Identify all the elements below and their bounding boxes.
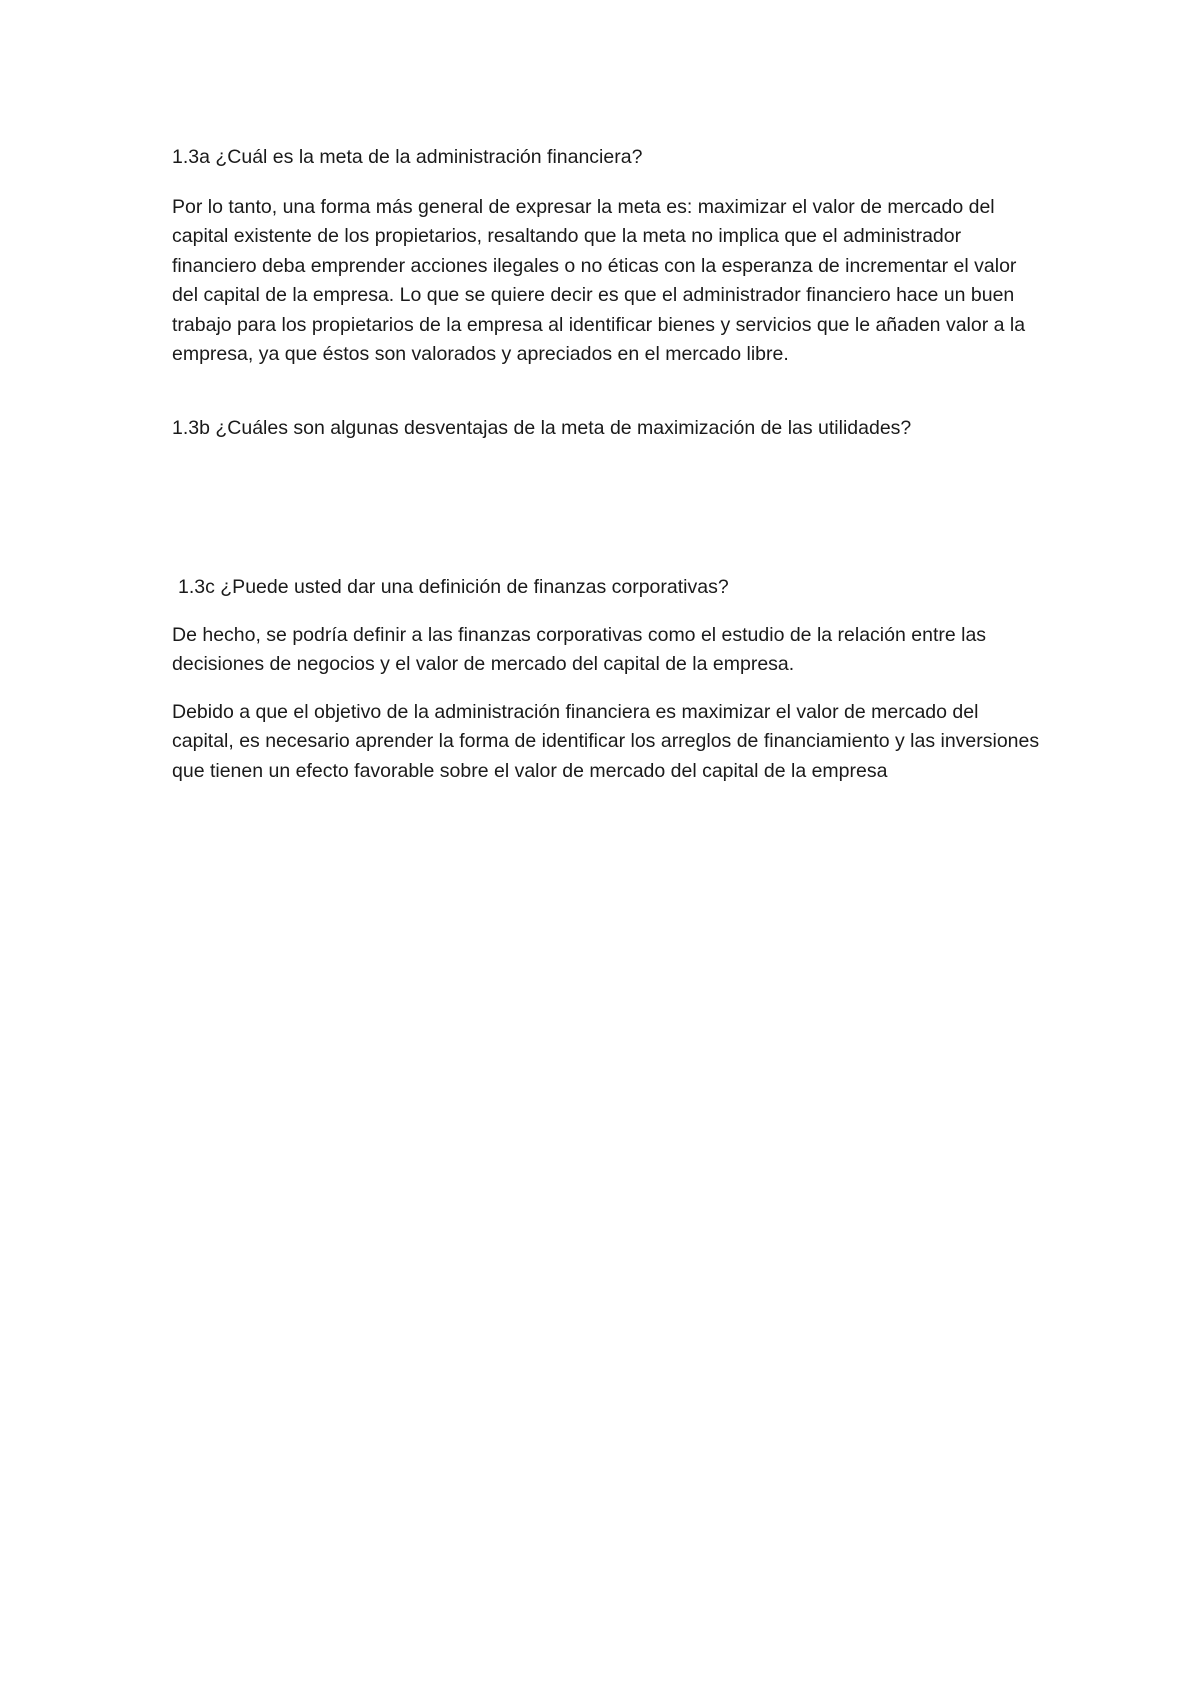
answer-1-3a: Por lo tanto, una forma más general de expresar la meta es: maximizar el valor de mercado del capital existente de los propietarios, resaltando que la meta no implica que el administrador financiero deba emprender acciones ilegales o no éticas con la esperanza de incrementar el valor del capital de la empresa. Lo que se quiere decir es que el administrador financiero hace un buen trabajo para los propietarios de la empresa al identificar bienes y servicios que le añaden valor a la empresa, ya que éstos son valorados y apreciados en el mercado libre.: [172, 195, 1026, 365]
answer-1-3c-paragraph-2: Debido a que el objetivo de la administración financiera es maximizar el valor de mercado del capital, es necesario aprender la forma de identificar los arreglos de financiamiento y las inversiones que tienen un efecto favorable sobre el valor de mercado del capital de la empresa: [172, 700, 1040, 782]
question-1-3c: 1.3c ¿Puede usted dar una definición de finanzas corporativas?: [178, 576, 729, 598]
question-1-3b: 1.3b ¿Cuáles son algunas desventajas de la meta de maximización de las utilidades?: [172, 416, 912, 439]
answer-1-3c-paragraph-1: De hecho, se podría definir a las finanzas corporativas como el estudio de la relación entre las decisiones de negocios y el valor de mercado del capital de la empresa.: [172, 623, 987, 675]
document-body: [172, 143, 1042, 786]
question-1-3a: 1.3a ¿Cuál es la meta de la administración financiera?: [172, 146, 643, 168]
